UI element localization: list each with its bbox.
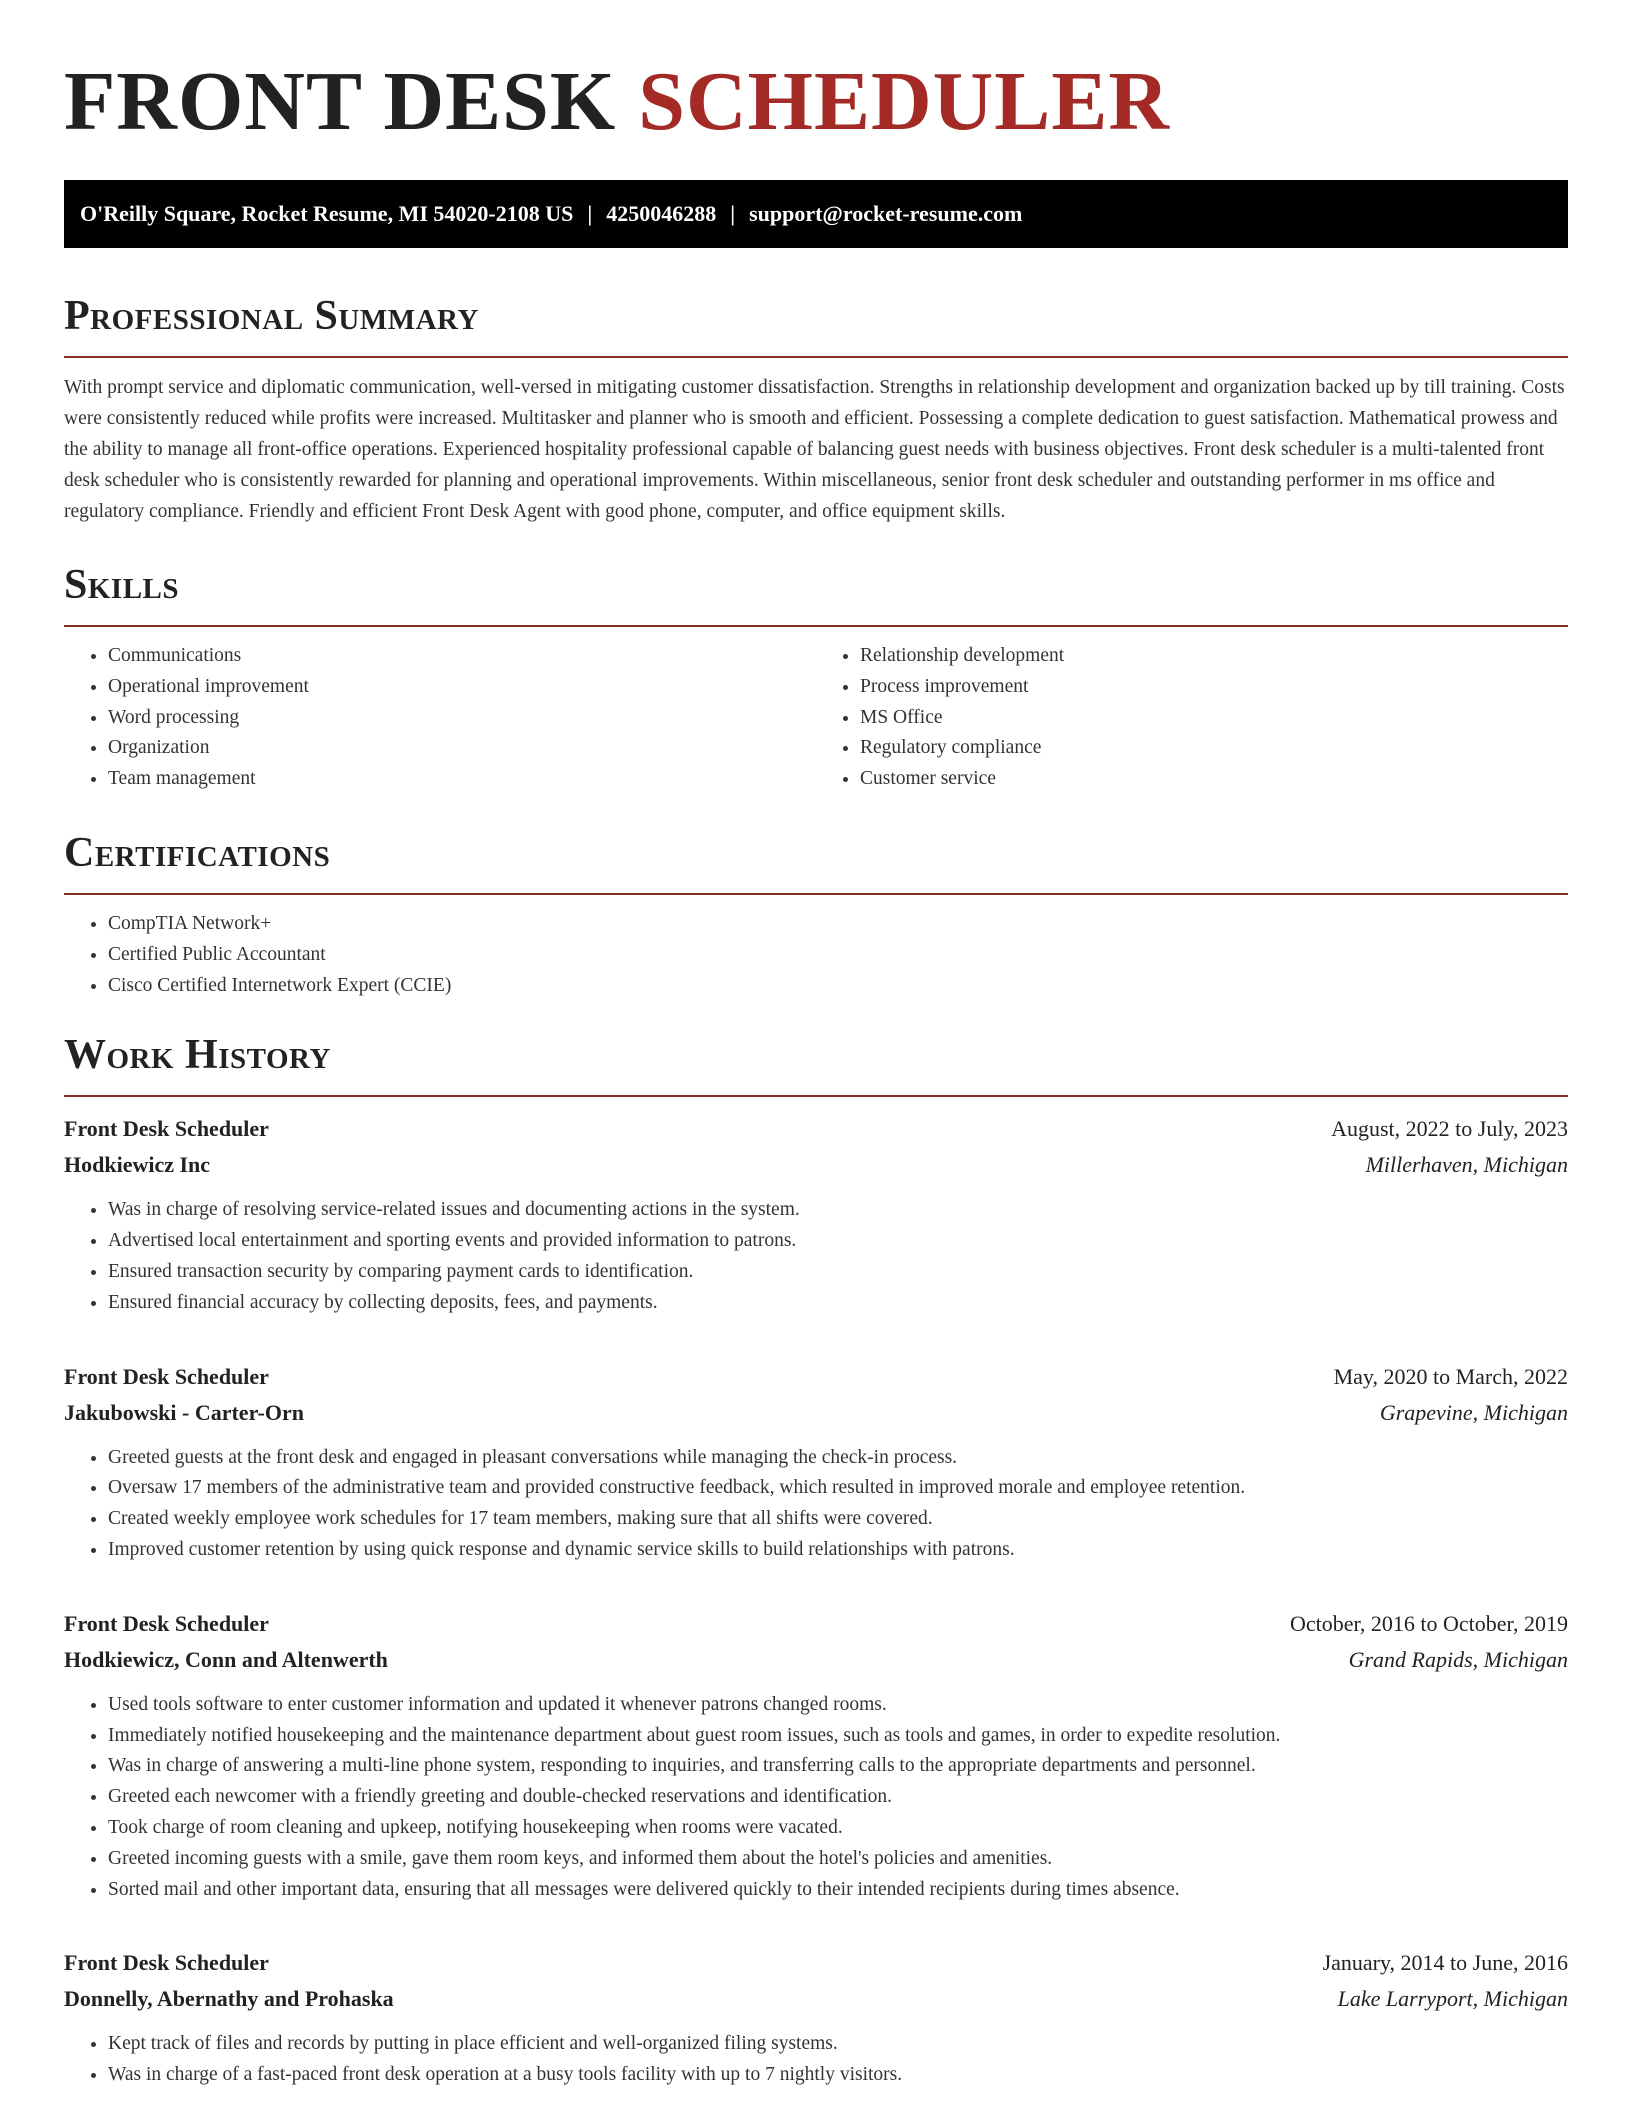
job-title: Front Desk Scheduler xyxy=(64,1610,269,1636)
job-title: Front Desk Scheduler xyxy=(64,1950,269,1976)
job-header-row xyxy=(64,1359,1568,1395)
section-title: Certifications xyxy=(64,829,331,876)
job-entry xyxy=(64,1606,1568,1906)
skill-item: • Regulatory compliance xyxy=(860,733,1568,764)
job-header-row xyxy=(64,1945,1568,1981)
skill-item: • Organization xyxy=(108,733,816,764)
section-title: Work History xyxy=(64,1032,331,1079)
job-duty-item: • Greeted each newcomer with a friendly greeting and double-checked reservations and identification. xyxy=(108,1782,1568,1813)
job-duty-item: • Used tools software to enter customer information and updated it whenever patrons changed rooms. xyxy=(108,1690,1568,1721)
skills-grid xyxy=(64,627,1568,795)
job-company-row xyxy=(64,1981,1568,2017)
job-company: Hodkiewicz Inc xyxy=(64,1152,211,1178)
certifications-section xyxy=(64,829,1568,1001)
job-duties-list xyxy=(64,2029,1568,2091)
skills-list-left xyxy=(64,641,816,795)
job-duty-item: • Took charge of room cleaning and upkeep, notifying housekeeping when rooms were vacated. xyxy=(108,1813,1568,1844)
job-title: Front Desk Scheduler xyxy=(64,1363,269,1389)
job-company: Hodkiewicz, Conn and Altenwerth xyxy=(64,1646,388,1672)
resume-name xyxy=(64,52,1568,152)
skills-list-right xyxy=(816,641,1568,795)
professional-summary-section xyxy=(64,292,1568,527)
job-location: Grapevine, Michigan xyxy=(1379,1399,1568,1425)
job-duty-item: • Greeted incoming guests with a smile, gave them room keys, and informed them about the hotel's policies and amenities. xyxy=(108,1844,1568,1875)
job-duty-item: • Kept track of files and records by putting in place efficient and well-organized filing systems. xyxy=(108,2029,1568,2060)
job-company-row xyxy=(64,1147,1568,1183)
job-duty-item: • Sorted mail and other important data, ensuring that all messages were delivered quickly to their intended recipients during times absence. xyxy=(108,1875,1568,1906)
job-dates: August, 2022 to July, 2023 xyxy=(1331,1116,1568,1142)
job-duty-item: • Created weekly employee work schedules for 17 team members, making sure that all shifts were covered. xyxy=(108,1504,1568,1535)
section-title: Professional Summary xyxy=(64,293,479,339)
job-duty-item: • Ensured financial accuracy by collecting deposits, fees, and payments. xyxy=(108,1288,1568,1319)
job-entry xyxy=(64,1111,1568,1318)
job-header-row xyxy=(64,1111,1568,1147)
job-entry xyxy=(64,1359,1568,1566)
job-dates: October, 2016 to October, 2019 xyxy=(1289,1610,1568,1636)
job-dates: January, 2014 to June, 2016 xyxy=(1322,1950,1568,1976)
section-title: Skills xyxy=(64,562,180,608)
job-duty-item: • Was in charge of resolving service-related issues and documenting actions in the system. xyxy=(108,1195,1568,1226)
certification-item: • Certified Public Accountant xyxy=(108,940,1568,971)
skill-item: • Operational improvement xyxy=(108,672,816,703)
certifications-list xyxy=(64,909,1568,1001)
name-first: FRONT DESK xyxy=(64,55,617,148)
job-header-row xyxy=(64,1606,1568,1642)
job-company: Jakubowski - Carter-Orn xyxy=(64,1399,304,1425)
skill-item: • MS Office xyxy=(860,703,1568,734)
job-dates: May, 2020 to March, 2022 xyxy=(1333,1363,1568,1389)
job-duty-item: • Ensured transaction security by comparing payment cards to identification. xyxy=(108,1257,1568,1288)
section-divider xyxy=(64,356,1568,358)
contact-email[interactable]: support@rocket-resume.com xyxy=(749,201,1023,226)
name-second: SCHEDULER xyxy=(638,55,1171,148)
job-title: Front Desk Scheduler xyxy=(64,1116,269,1142)
job-duties-list xyxy=(64,1690,1568,1906)
contact-address: O'Reilly Square, Rocket Resume, MI 54020-2108 US xyxy=(80,201,574,226)
skill-item: • Process improvement xyxy=(860,672,1568,703)
contact-phone[interactable]: 4250046288 xyxy=(606,201,717,226)
job-company-row xyxy=(64,1642,1568,1678)
section-divider xyxy=(64,893,1568,895)
skill-item: • Communications xyxy=(108,641,816,672)
contact-separator: | xyxy=(587,201,593,226)
skill-item: • Customer service xyxy=(860,764,1568,795)
skills-section xyxy=(64,561,1568,795)
job-duties-list xyxy=(64,1443,1568,1566)
work-history-section xyxy=(64,1031,1568,2091)
job-location: Millerhaven, Michigan xyxy=(1365,1152,1568,1178)
job-company: Donnelly, Abernathy and Prohaska xyxy=(64,1986,394,2012)
job-duty-item: • Immediately notified housekeeping and the maintenance department about guest room issues, such as tools and games, in order to expedite resolution. xyxy=(108,1721,1568,1752)
job-duty-item: • Greeted guests at the front desk and engaged in pleasant conversations while managing the check-in process. xyxy=(108,1443,1568,1474)
contact-bar xyxy=(64,180,1568,248)
job-duty-item: • Oversaw 17 members of the administrative team and provided constructive feedback, which resulted in improved morale and employee retention. xyxy=(108,1473,1568,1504)
skill-item: • Team management xyxy=(108,764,816,795)
skill-item: • Relationship development xyxy=(860,641,1568,672)
job-duty-item: • Was in charge of answering a multi-line phone system, responding to inquiries, and transferring calls to the appropriate departments and personnel. xyxy=(108,1751,1568,1782)
job-company-row xyxy=(64,1395,1568,1431)
job-duty-item: • Improved customer retention by using quick response and dynamic service skills to build relationships with patrons. xyxy=(108,1535,1568,1566)
job-entry xyxy=(64,1945,1568,2091)
contact-separator: | xyxy=(730,201,736,226)
job-duties-list xyxy=(64,1195,1568,1318)
job-location: Grand Rapids, Michigan xyxy=(1348,1646,1568,1672)
certification-item: • CompTIA Network+ xyxy=(108,909,1568,940)
section-divider xyxy=(64,1095,1568,1097)
job-duty-item: • Advertised local entertainment and sporting events and provided information to patrons. xyxy=(108,1226,1568,1257)
skill-item: • Word processing xyxy=(108,703,816,734)
job-location: Lake Larryport, Michigan xyxy=(1337,1986,1568,2012)
job-duty-item: • Was in charge of a fast-paced front desk operation at a busy tools facility with up to 7 nightly visitors. xyxy=(108,2060,1568,2091)
summary-text: With prompt service and diplomatic communication, well-versed in mitigating customer dissatisfaction. Strengths in relationship development and organization backed up by till training. Costs were consistently reduced while profits were increased. Multitasker and planner who is smooth and efficient. Possessing a complete dedication to guest satisfaction. Mathematical prowess and the ability to manage all front-office operations. Experienced hospitality professional capable of balancing guest needs with business objectives. Front desk scheduler is a multi-talented front desk scheduler who is consistently rewarded for planning and operational improvements. Within miscellaneous, senior front desk scheduler and outstanding performer in ms office and regulatory compliance. Friendly and efficient Front Desk Agent with good phone, computer, and office equipment skills. xyxy=(64,377,1565,522)
certification-item: • Cisco Certified Internetwork Expert (CCIE) xyxy=(108,971,1568,1002)
